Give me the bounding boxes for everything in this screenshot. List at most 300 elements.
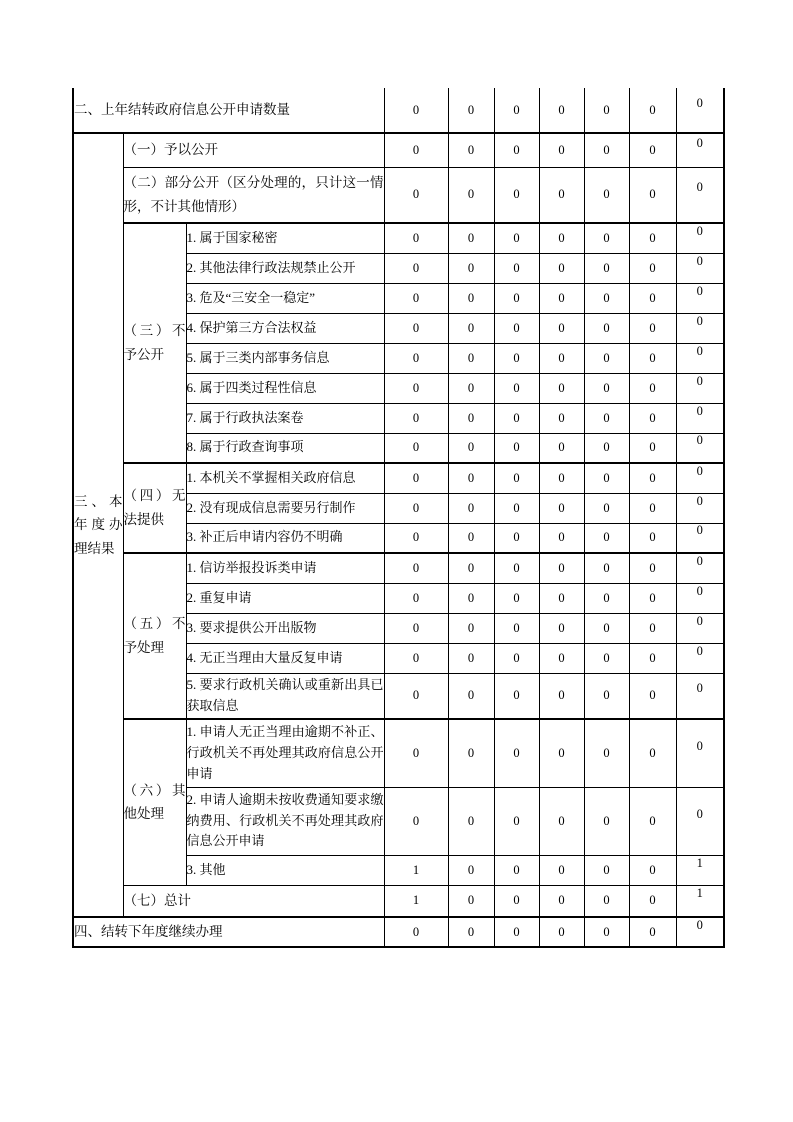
value-text: 0 (603, 230, 610, 245)
value-text: 0 (467, 893, 475, 908)
denied-item-4-label: 4. 保护第三方合法权益 (186, 313, 384, 343)
value-cell (676, 223, 724, 253)
value-text: 0 (513, 470, 520, 485)
value-cell (539, 917, 584, 947)
notprocessed-item-1-label: 1. 信访举报投诉类申请 (186, 553, 384, 583)
value-cell (448, 253, 494, 283)
value-cell (629, 403, 676, 433)
value-text: 0 (467, 290, 475, 305)
value-text: 0 (696, 403, 703, 418)
value-cell (584, 463, 629, 493)
value-cell (629, 493, 676, 523)
denied-item-1-label: 1. 属于国家秘密 (186, 223, 384, 253)
denied-item-6-label: 6. 属于四类过程性信息 (186, 373, 384, 403)
value-text: 0 (467, 620, 475, 635)
value-text: 0 (412, 290, 420, 305)
value-text: 0 (467, 560, 475, 575)
value-text: 0 (513, 102, 520, 117)
value-text: 0 (467, 470, 475, 485)
value-cell (494, 88, 539, 133)
value-cell (584, 433, 629, 463)
value-cell (494, 787, 539, 855)
value-cell (384, 313, 448, 343)
value-cell (384, 433, 448, 463)
value-cell (448, 283, 494, 313)
value-text: 0 (603, 813, 610, 828)
value-cell (494, 343, 539, 373)
value-cell (384, 885, 448, 917)
value-cell (676, 493, 724, 523)
value-cell (539, 553, 584, 583)
value-text: 0 (467, 500, 475, 515)
value-text: 0 (412, 650, 420, 665)
value-text: 0 (603, 688, 610, 703)
value-text: 0 (513, 862, 520, 877)
value-cell (584, 613, 629, 643)
value-text: 0 (696, 917, 703, 932)
value-text: 0 (649, 380, 656, 395)
value-text: 0 (412, 500, 420, 515)
value-text: 0 (603, 590, 610, 605)
value-cell (448, 343, 494, 373)
unable-item-3-label: 3. 补正后申请内容仍不明确 (186, 523, 384, 553)
value-cell (384, 855, 448, 885)
value-cell (629, 433, 676, 463)
value-cell (676, 313, 724, 343)
value-cell (676, 167, 724, 223)
value-text: 0 (603, 470, 610, 485)
value-text: 0 (558, 500, 565, 515)
value-cell (539, 493, 584, 523)
value-text: 0 (412, 530, 420, 545)
value-text: 0 (649, 893, 656, 908)
value-text: 0 (467, 380, 475, 395)
value-text: 0 (513, 924, 520, 939)
value-cell (584, 553, 629, 583)
value-cell (384, 463, 448, 493)
row-carry-next-label: 四、结转下年度继续办理 (73, 917, 384, 947)
value-cell (629, 719, 676, 787)
value-cell (584, 167, 629, 223)
value-text: 0 (603, 187, 610, 202)
value-cell (494, 167, 539, 223)
value-cell (584, 673, 629, 719)
value-text: 0 (467, 410, 475, 425)
value-cell (539, 885, 584, 917)
value-text: 0 (412, 410, 420, 425)
value-cell (384, 283, 448, 313)
value-text: 0 (412, 260, 420, 275)
value-text: 0 (412, 320, 420, 335)
value-text: 0 (467, 230, 475, 245)
value-text: 0 (696, 613, 703, 628)
denied-item-7-label: 7. 属于行政执法案卷 (186, 403, 384, 433)
value-text: 0 (513, 187, 520, 202)
value-cell (539, 167, 584, 223)
value-cell (676, 553, 724, 583)
value-text: 0 (558, 650, 565, 665)
row-carryover-label: 二、上年结转政府信息公开申请数量 (73, 88, 384, 133)
value-cell (629, 523, 676, 553)
value-cell (494, 855, 539, 885)
value-text: 0 (467, 530, 475, 545)
value-cell (539, 343, 584, 373)
value-cell (539, 433, 584, 463)
value-cell (448, 313, 494, 343)
value-cell (539, 283, 584, 313)
value-cell (676, 673, 724, 719)
notprocessed-group-label: （五）不予处理 (123, 553, 186, 719)
value-text: 0 (558, 410, 565, 425)
value-text: 0 (603, 350, 610, 365)
value-cell (494, 643, 539, 673)
value-cell (629, 223, 676, 253)
value-text: 0 (696, 180, 703, 195)
value-text: 0 (696, 643, 703, 658)
value-cell (584, 403, 629, 433)
value-text: 0 (649, 745, 656, 760)
value-text: 0 (513, 745, 520, 760)
value-text: 0 (412, 187, 420, 202)
row-granted-label: （一）予以公开 (123, 133, 384, 167)
value-cell (676, 613, 724, 643)
value-text: 0 (558, 290, 565, 305)
value-cell (676, 433, 724, 463)
value-text: 1 (696, 855, 703, 870)
value-cell (384, 167, 448, 223)
value-text: 0 (603, 410, 610, 425)
value-text: 0 (558, 260, 565, 275)
value-cell (494, 223, 539, 253)
value-cell (384, 643, 448, 673)
value-cell (584, 787, 629, 855)
value-text: 0 (558, 320, 565, 335)
value-cell (584, 523, 629, 553)
value-cell (448, 553, 494, 583)
denied-item-2-label: 2. 其他法律行政法规禁止公开 (186, 253, 384, 283)
value-cell (539, 523, 584, 553)
row-other-item-1 (73, 719, 724, 787)
value-cell (539, 463, 584, 493)
value-text: 0 (467, 440, 475, 455)
value-cell (448, 673, 494, 719)
value-cell (584, 855, 629, 885)
value-cell (384, 613, 448, 643)
value-text: 0 (603, 500, 610, 515)
value-text: 0 (558, 813, 565, 828)
value-text: 0 (558, 380, 565, 395)
value-text: 0 (558, 590, 565, 605)
value-text: 0 (513, 142, 520, 157)
value-text: 0 (513, 500, 520, 515)
value-text: 0 (467, 688, 475, 703)
value-cell (494, 253, 539, 283)
value-cell (448, 583, 494, 613)
value-cell (539, 613, 584, 643)
value-text: 0 (696, 681, 703, 696)
value-text: 0 (603, 620, 610, 635)
value-cell (676, 523, 724, 553)
value-cell (539, 673, 584, 719)
value-text: 0 (513, 440, 520, 455)
value-text: 0 (649, 350, 656, 365)
value-text: 0 (603, 320, 610, 335)
value-text: 0 (467, 260, 475, 275)
value-text: 0 (603, 862, 610, 877)
value-cell (448, 917, 494, 947)
value-text: 0 (649, 650, 656, 665)
row-granted (73, 133, 724, 167)
value-text: 0 (467, 862, 475, 877)
value-cell (448, 403, 494, 433)
row-unable-item-1 (73, 463, 724, 493)
value-text: 0 (513, 590, 520, 605)
value-cell (384, 553, 448, 583)
value-text: 0 (649, 530, 656, 545)
value-cell (584, 643, 629, 673)
value-cell (629, 133, 676, 167)
value-cell (539, 253, 584, 283)
value-text: 0 (649, 500, 656, 515)
value-cell (676, 787, 724, 855)
value-text: 0 (696, 553, 703, 568)
value-cell (629, 313, 676, 343)
row-carryover (73, 88, 724, 133)
value-text: 0 (467, 924, 475, 939)
value-cell (629, 643, 676, 673)
value-cell (676, 917, 724, 947)
row-notprocessed-item-1 (73, 553, 724, 583)
value-text: 0 (513, 650, 520, 665)
value-cell (584, 373, 629, 403)
value-text: 0 (513, 560, 520, 575)
value-text: 0 (513, 260, 520, 275)
value-text: 0 (558, 187, 565, 202)
value-text: 0 (649, 440, 656, 455)
value-cell (384, 223, 448, 253)
value-text: 0 (696, 95, 703, 110)
value-cell (676, 885, 724, 917)
value-text: 0 (412, 560, 420, 575)
value-cell (448, 885, 494, 917)
value-text: 0 (467, 142, 475, 157)
value-cell (384, 133, 448, 167)
value-cell (629, 917, 676, 947)
value-text: 0 (696, 493, 703, 508)
value-cell (584, 223, 629, 253)
value-cell (494, 493, 539, 523)
value-text: 0 (696, 343, 703, 358)
notprocessed-item-2-label: 2. 重复申请 (186, 583, 384, 613)
value-cell (676, 643, 724, 673)
other-item-1-label: 1. 申请人无正当理由逾期不补正、行政机关不再处理其政府信息公开申请 (186, 719, 384, 787)
value-text: 0 (558, 530, 565, 545)
value-text: 0 (412, 470, 420, 485)
value-text: 0 (412, 590, 420, 605)
value-cell (539, 855, 584, 885)
value-cell (494, 463, 539, 493)
value-cell (494, 283, 539, 313)
value-text: 0 (649, 290, 656, 305)
value-text: 0 (603, 745, 610, 760)
value-cell (584, 253, 629, 283)
value-cell (584, 885, 629, 917)
value-cell (494, 523, 539, 553)
value-text: 0 (696, 223, 703, 238)
value-text: 0 (649, 142, 656, 157)
row-denied-item-1 (73, 223, 724, 253)
row-carry-next (73, 917, 724, 947)
unable-item-2-label: 2. 没有现成信息需要另行制作 (186, 493, 384, 523)
value-text: 0 (558, 688, 565, 703)
value-text: 0 (649, 470, 656, 485)
value-text: 0 (558, 924, 565, 939)
value-cell (584, 719, 629, 787)
value-cell (494, 553, 539, 583)
value-cell (676, 253, 724, 283)
value-cell (448, 643, 494, 673)
value-text: 0 (696, 738, 703, 753)
value-text: 0 (603, 530, 610, 545)
value-text: 0 (513, 380, 520, 395)
value-text: 0 (649, 320, 656, 335)
value-text: 0 (696, 463, 703, 478)
value-text: 0 (649, 688, 656, 703)
value-text: 0 (603, 440, 610, 455)
value-text: 0 (558, 142, 565, 157)
value-cell (494, 373, 539, 403)
denied-item-3-label: 3. 危及“三安全一稳定” (186, 283, 384, 313)
value-text: 0 (558, 862, 565, 877)
value-text: 0 (513, 290, 520, 305)
value-text: 0 (603, 893, 610, 908)
value-text: 0 (412, 813, 420, 828)
value-text: 0 (513, 410, 520, 425)
unable-item-1-label: 1. 本机关不掌握相关政府信息 (186, 463, 384, 493)
value-text: 0 (558, 350, 565, 365)
value-text: 0 (649, 230, 656, 245)
value-cell (584, 917, 629, 947)
value-cell (448, 613, 494, 643)
value-text: 0 (649, 410, 656, 425)
value-cell (676, 463, 724, 493)
value-text: 0 (412, 230, 420, 245)
value-cell (448, 463, 494, 493)
value-cell (384, 719, 448, 787)
value-cell (384, 88, 448, 133)
value-cell (676, 855, 724, 885)
value-text: 0 (558, 620, 565, 635)
value-text: 0 (558, 440, 565, 455)
value-text: 0 (513, 688, 520, 703)
value-cell (384, 787, 448, 855)
value-cell (629, 253, 676, 283)
value-cell (539, 88, 584, 133)
value-cell (629, 787, 676, 855)
value-cell (676, 403, 724, 433)
value-text: 0 (696, 135, 703, 150)
value-text: 0 (513, 813, 520, 828)
value-cell (448, 719, 494, 787)
value-cell (448, 855, 494, 885)
row-partial (73, 167, 724, 223)
value-cell (539, 787, 584, 855)
value-cell (448, 523, 494, 553)
value-text: 0 (467, 350, 475, 365)
other-item-2-label: 2. 申请人逾期未按收费通知要求缴纳费用、行政机关不再处理其政府信息公开申请 (186, 787, 384, 855)
notprocessed-item-4-label: 4. 无正当理由大量反复申请 (186, 643, 384, 673)
value-text: 0 (412, 102, 420, 117)
value-text: 0 (696, 373, 703, 388)
value-text: 0 (467, 102, 475, 117)
value-cell (384, 373, 448, 403)
value-cell (584, 133, 629, 167)
value-text: 0 (649, 102, 656, 117)
value-text: 0 (558, 230, 565, 245)
value-text: 0 (649, 260, 656, 275)
value-text: 0 (603, 380, 610, 395)
value-text: 0 (696, 583, 703, 598)
value-text: 0 (558, 470, 565, 485)
value-text: 0 (696, 523, 703, 538)
value-text: 0 (412, 745, 420, 760)
value-text: 0 (696, 433, 703, 448)
value-cell (494, 719, 539, 787)
value-cell (539, 403, 584, 433)
value-cell (539, 643, 584, 673)
value-cell (494, 673, 539, 719)
value-cell (629, 583, 676, 613)
value-cell (584, 493, 629, 523)
value-text: 0 (467, 650, 475, 665)
value-cell (448, 167, 494, 223)
value-text: 1 (412, 893, 420, 908)
value-cell (384, 523, 448, 553)
value-text: 0 (649, 187, 656, 202)
value-cell (494, 583, 539, 613)
value-text: 0 (412, 620, 420, 635)
value-text: 0 (603, 924, 610, 939)
value-cell (494, 133, 539, 167)
value-cell (676, 133, 724, 167)
row-partial-label: （二）部分公开（区分处理的，只计这一情形，不计其他情形） (123, 167, 384, 223)
value-cell (448, 133, 494, 167)
value-text: 0 (558, 560, 565, 575)
value-cell (384, 583, 448, 613)
other-item-3-label: 3. 其他 (186, 855, 384, 885)
value-cell (448, 88, 494, 133)
value-text: 0 (696, 313, 703, 328)
value-cell (676, 283, 724, 313)
value-cell (676, 583, 724, 613)
value-cell (384, 253, 448, 283)
value-cell (494, 613, 539, 643)
value-cell (584, 583, 629, 613)
value-cell (676, 373, 724, 403)
notprocessed-item-3-label: 3. 要求提供公开出版物 (186, 613, 384, 643)
value-cell (494, 433, 539, 463)
value-cell (539, 133, 584, 167)
value-cell (448, 223, 494, 253)
value-text: 0 (513, 350, 520, 365)
value-text: 0 (696, 806, 703, 821)
value-text: 0 (649, 862, 656, 877)
value-cell (629, 855, 676, 885)
value-cell (384, 917, 448, 947)
row-total-label: （七）总计 (123, 885, 384, 917)
value-text: 0 (412, 350, 420, 365)
value-cell (539, 583, 584, 613)
